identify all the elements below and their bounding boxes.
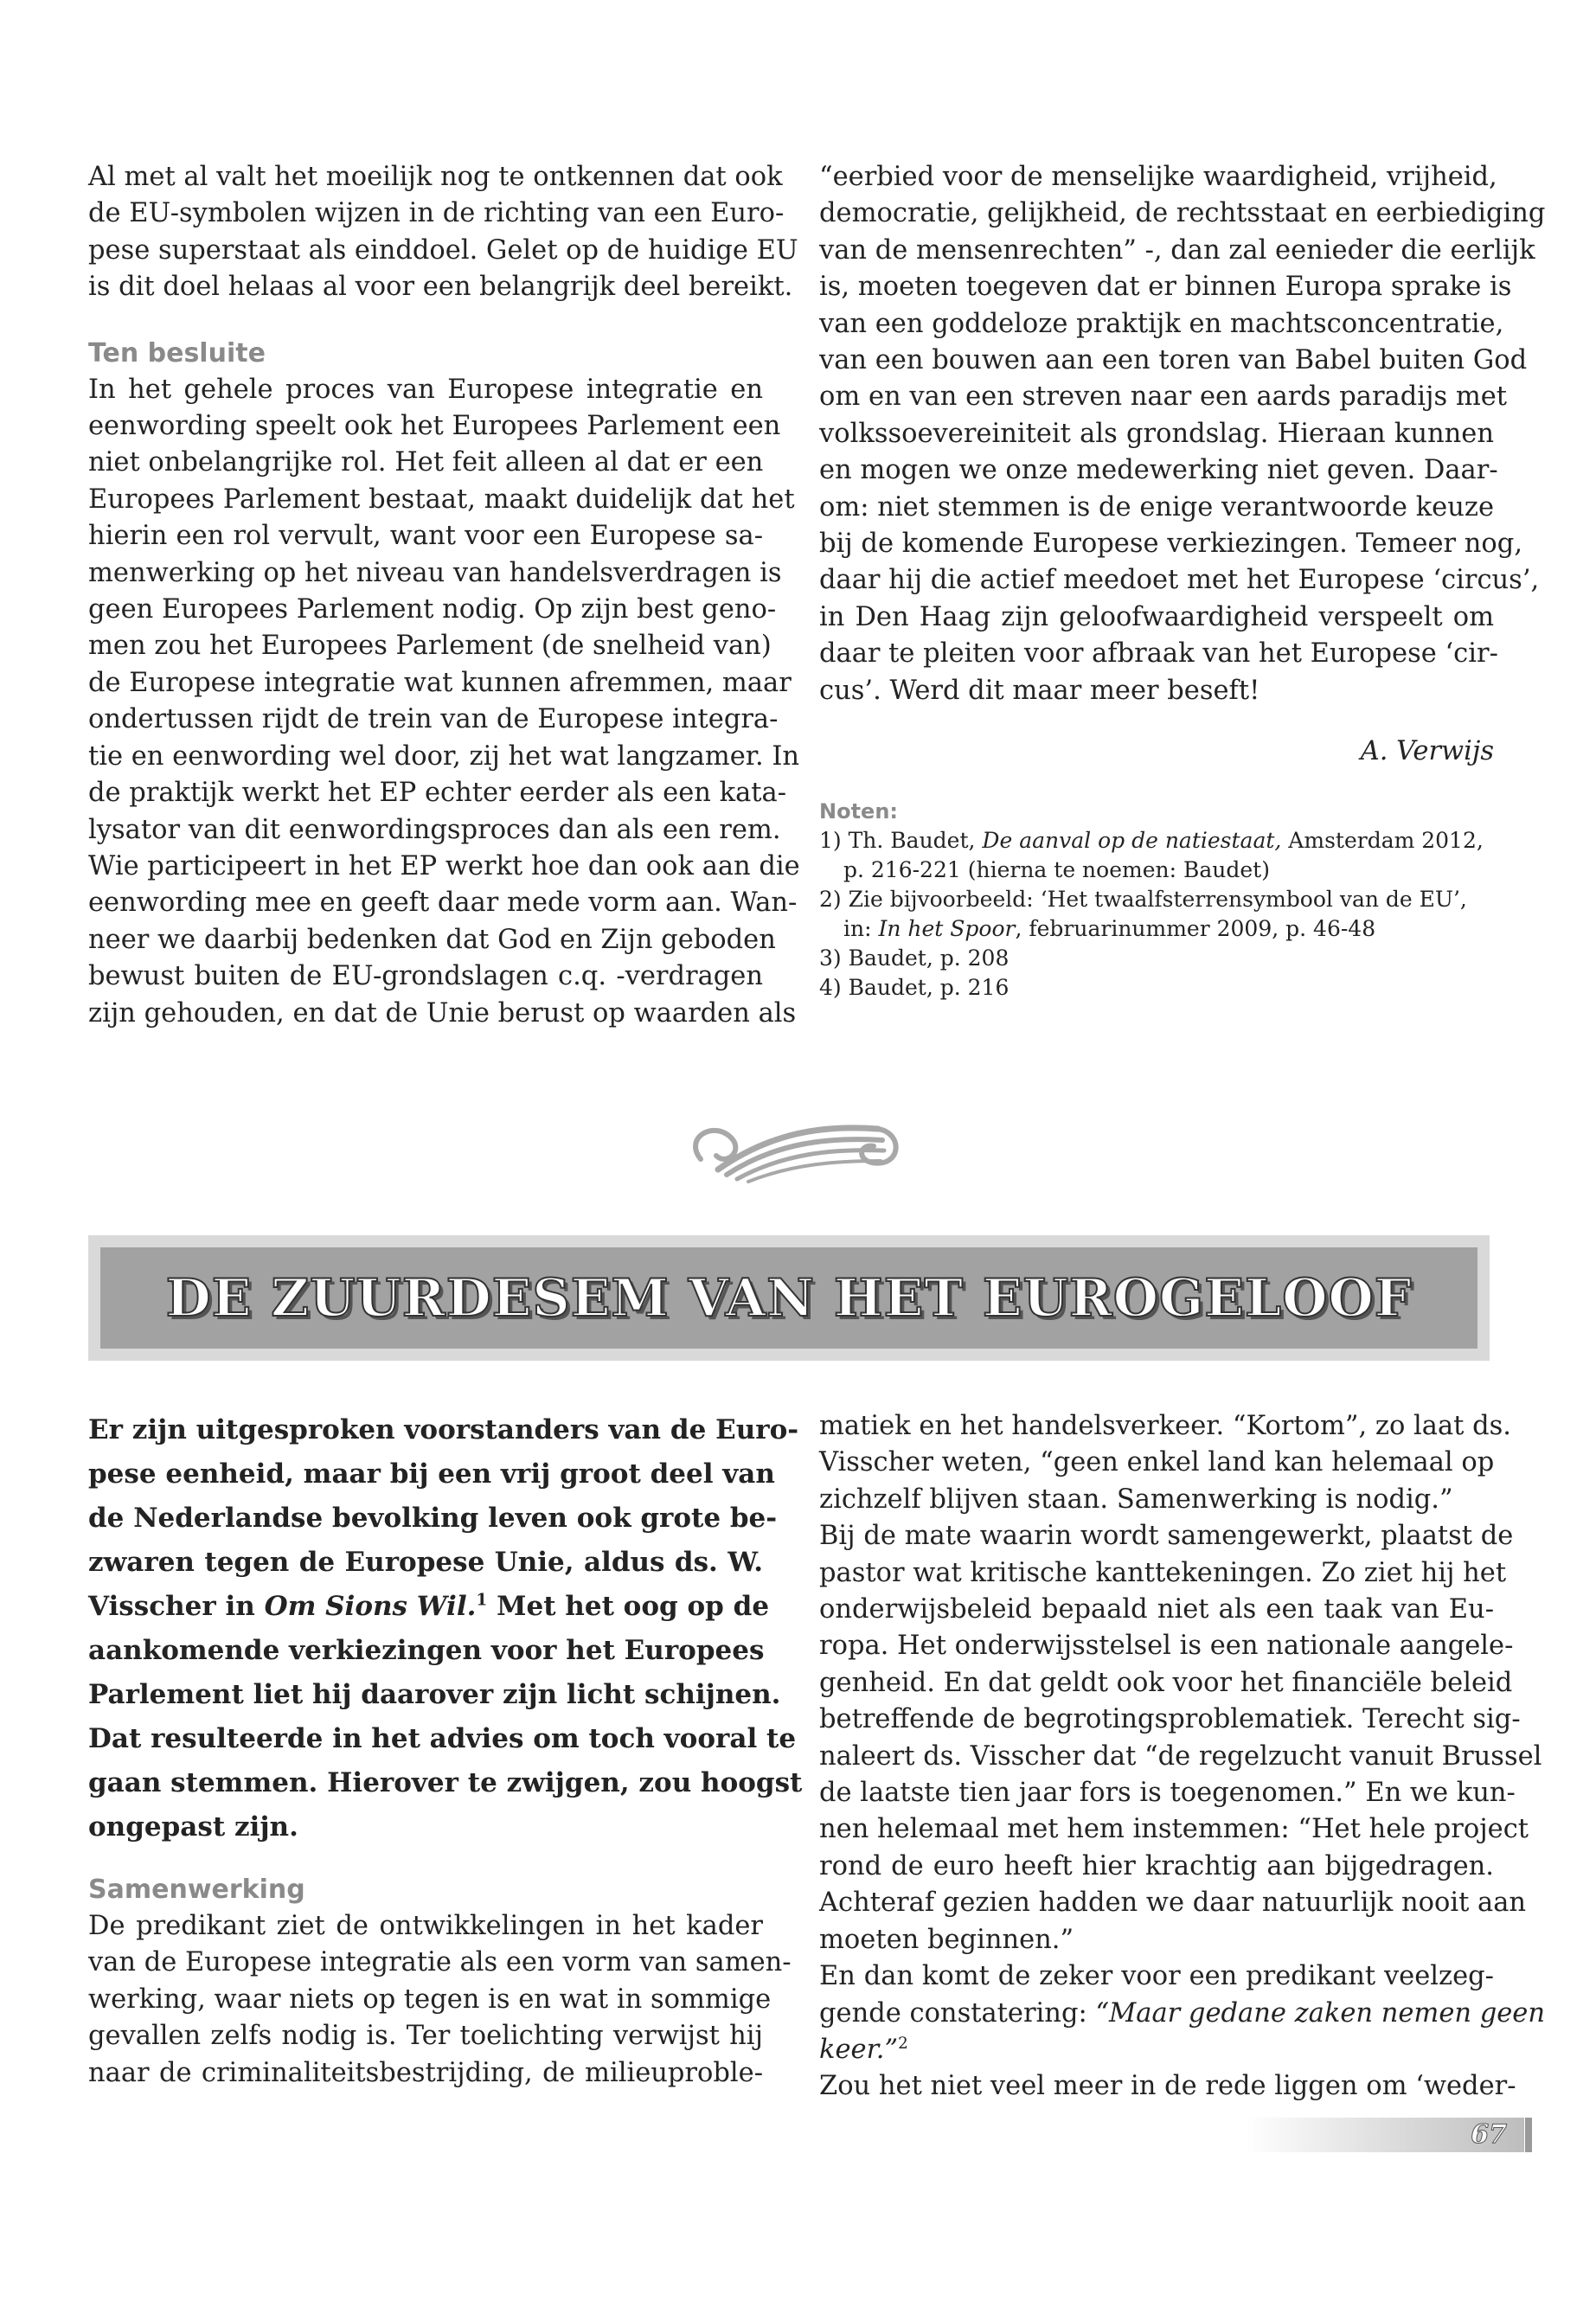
- article1-column-right: [819, 159, 1546, 1003]
- text-line: eenwording speelt ook het Europees Parlement een: [88, 411, 781, 442]
- text-line: Al met al valt het moeilijk nog te ontkennen dat ook: [88, 162, 783, 192]
- page-number-tick: [1525, 2118, 1532, 2152]
- text-line: Wie participeert in het EP werkt hoe dan ook aan die: [88, 850, 800, 881]
- text-line: niet onbelangrijke rol. Het feit alleen al dat er een: [88, 447, 764, 478]
- text-line: ondertussen rijdt de trein van de Europese integra-: [88, 704, 779, 735]
- text-line: neer we daarbij bedenken dat God en Zijn geboden: [88, 924, 776, 955]
- text-line: “eerbied voor de menselijke waardigheid, vrijheid,: [819, 162, 1497, 192]
- text-line: ropa. Het onderwijsstelsel is een nationale aangele-: [819, 1631, 1514, 1662]
- text-line: zijn gehouden, en dat de Unie berust op waarden als: [88, 997, 797, 1029]
- text-line: naleert ds. Visscher dat “de regelzucht vanuit Brussel: [819, 1740, 1542, 1772]
- text-line: gevallen zelfs nodig is. Ter toelichting verwijst hij: [88, 2021, 763, 2052]
- note-item: 1) Th. Baudet, De aanval op de natiestaat, Amsterdam 2012, p. 216-221 (hierna te noemen: Baudet): [819, 827, 1484, 882]
- text-line: In het gehele proces van Europese integratie en: [88, 374, 763, 405]
- note-item: 2) Zie bijvoorbeeld: ‘Het twaalfsterrensymbool van de EU’, in: In het Spoor, februarinummer 2009, p. 46-48: [819, 886, 1467, 941]
- notes-heading: Noten:: [819, 798, 899, 824]
- article2-column-right: [819, 1408, 1545, 2106]
- body-paragraph: [819, 1518, 1542, 1958]
- text-line: geen Europees Parlement nodig. Op zijn best geno-: [88, 594, 777, 625]
- article2-column-left: [88, 1408, 803, 2092]
- text-line: matiek en het handelsverkeer. “Kortom”, zo laat ds.: [819, 1411, 1511, 1441]
- page-number-bar: [1246, 2118, 1524, 2152]
- article-title-banner: [88, 1235, 1490, 1361]
- text-line: is, moeten toegeven dat er binnen Europa sprake is: [819, 272, 1512, 303]
- text-line: de laatste tien jaar fors is toegenomen.” En we kun-: [819, 1778, 1516, 1809]
- page-number: 67: [1471, 2119, 1507, 2150]
- article1-column-left: [88, 159, 800, 1032]
- body-paragraph: [88, 372, 800, 1032]
- notes-list: [819, 826, 1494, 1003]
- text-line: zichzelf blijven staan. Samenwerking is nodig.”: [819, 1484, 1453, 1515]
- intro-paragraph: [88, 159, 798, 306]
- text-line: de Europese integratie wat kunnen afremmen, maar: [88, 667, 792, 698]
- text-line: moeten beginnen.”: [819, 1924, 1074, 1955]
- text-line: democratie, gelijkheid, de rechtsstaat en eerbiediging: [819, 198, 1546, 229]
- text-line: pese superstaat als einddoel. Gelet op de huidige EU: [88, 234, 798, 266]
- text-line: bewust buiten de EU-grondslagen c.q. -verdragen: [88, 961, 763, 992]
- section-heading-samenwerking: Samenwerking: [88, 1875, 305, 1905]
- text-line: cus’. Werd dit maar meer beseft!: [819, 675, 1260, 706]
- text-line: En dan komt de zeker voor een predikant veelzeg-: [819, 1961, 1494, 1992]
- text-line: rond de euro heeft hier krachtig aan bijgedragen.: [819, 1850, 1494, 1881]
- text-line: eenwording mee en geeft daar mede vorm aan. Wan-: [88, 888, 798, 919]
- text-line: van een goddeloze praktijk en machtsconcentratie,: [819, 308, 1504, 339]
- text-line: om en van een streven naar een aards paradijs met: [819, 381, 1508, 413]
- text-line: onderwijsbeleid bepaald niet als een taak van Eu-: [819, 1594, 1494, 1625]
- text-line: en mogen we onze medewerking niet geven. Daar-: [819, 455, 1498, 486]
- body-paragraph: [819, 1408, 1511, 1518]
- author-signature: A. Verwijs: [1360, 736, 1494, 767]
- text-line: de praktijk werkt het EP echter eerder als een kata-: [88, 778, 786, 809]
- text-line: Visscher weten, “geen enkel land kan helemaal op: [819, 1447, 1495, 1478]
- text-line: pastor wat kritische kanttekeningen. Zo ziet hij het: [819, 1557, 1507, 1588]
- text-line: daar hij die actief meedoet met het Europese ‘circus’,: [819, 565, 1540, 596]
- text-line: Achteraf gezien hadden we daar natuurlijk nooit aan: [819, 1888, 1527, 1919]
- text-line: keer.”$^2$: [819, 2034, 908, 2065]
- text-line: in Den Haag zijn geloofwaardigheid verspeelt om: [819, 601, 1494, 632]
- lead-paragraph: Er zijn uitgesproken voorstanders van de Euro- pese eenheid, maar bij een vrij groot deel van de Nederlandse bevolking leven ook grote be- zwaren tegen de Europese Unie, aldus ds. W. Visscher in Om Sions Wil.$^1$ Met het oog op de aankomende verkiezingen voor het Europees Parlement liet hij daarover zijn licht schijnen. Dat resulteerde in het advies om toch vooral te gaan stemmen. Hierover te zwijgen, zou hoogst ongepast zijn.: [88, 1414, 803, 1843]
- text-line: Bij de mate waarin wordt samengewerkt, plaatst de: [819, 1521, 1514, 1552]
- text-line: is dit doel helaas al voor een belangrijk deel bereikt.: [88, 272, 793, 303]
- text-line: nen helemaal met hem instemmen: “Het hele project: [819, 1814, 1529, 1845]
- text-line: lysator van dit eenwordingsproces dan als een rem.: [88, 814, 781, 845]
- text-line: betreffende de begrotingsproblematiek. Terecht sig-: [819, 1704, 1521, 1735]
- decorative-swirl-ornament: [675, 1099, 908, 1194]
- text-line: de EU-symbolen wijzen in de richting van een Euro-: [88, 198, 785, 229]
- text-line: De predikant ziet de ontwikkelingen in het kader: [88, 1911, 763, 1941]
- article-title: DE ZUURDESEM VAN HET EUROGELOOF: [165, 1267, 1413, 1329]
- text-line: men zou het Europees Parlement (de snelheid van): [88, 631, 772, 662]
- text-line: tie en eenwording wel door, zij het wat langzamer. In: [88, 740, 800, 772]
- text-line: van de Europese integratie als een vorm van samen-: [88, 1947, 792, 1978]
- text-line: daar te pleiten voor afbraak van het Europese ‘cir-: [819, 638, 1498, 670]
- text-line: Europees Parlement bestaat, maakt duidelijk dat het: [88, 484, 795, 515]
- text-line: hierin een rol vervult, want voor een Europese sa-: [88, 521, 763, 552]
- text-line: naar de criminaliteitsbestrijding, de milieuproble-: [88, 2057, 763, 2088]
- section-heading-ten-besluite: Ten besluite: [88, 337, 266, 369]
- note-item: 3) Baudet, p. 208: [819, 945, 1010, 971]
- text-line: van een bouwen aan een toren van Babel buiten God: [819, 345, 1528, 376]
- body-paragraph: [819, 1958, 1545, 2068]
- text-line: menwerking op het niveau van handelsverdragen is: [88, 557, 782, 588]
- text-line: bij de komende Europese verkiezingen. Temeer nog,: [819, 529, 1523, 560]
- text-line: genheid. En dat geldt ook voor het financiële beleid: [819, 1667, 1513, 1698]
- text-line: Zou het niet veel meer in de rede liggen om ‘weder-: [819, 2071, 1516, 2102]
- body-paragraph: [819, 159, 1546, 709]
- body-paragraph: [819, 2068, 1516, 2105]
- text-line: gende constatering: “Maar gedane zaken nemen geen: [819, 1997, 1545, 2029]
- text-line: om: niet stemmen is de enige verantwoorde keuze: [819, 491, 1494, 522]
- body-paragraph: [88, 1908, 792, 2092]
- text-line: werking, waar niets op tegen is en wat in sommige: [88, 1984, 772, 2015]
- note-item: 4) Baudet, p. 216: [819, 974, 1010, 1000]
- text-line: volkssoevereiniteit als grondslag. Hieraan kunnen: [819, 418, 1494, 449]
- text-line: van de mensenrechten” -, dan zal eenieder die eerlijk: [819, 234, 1535, 266]
